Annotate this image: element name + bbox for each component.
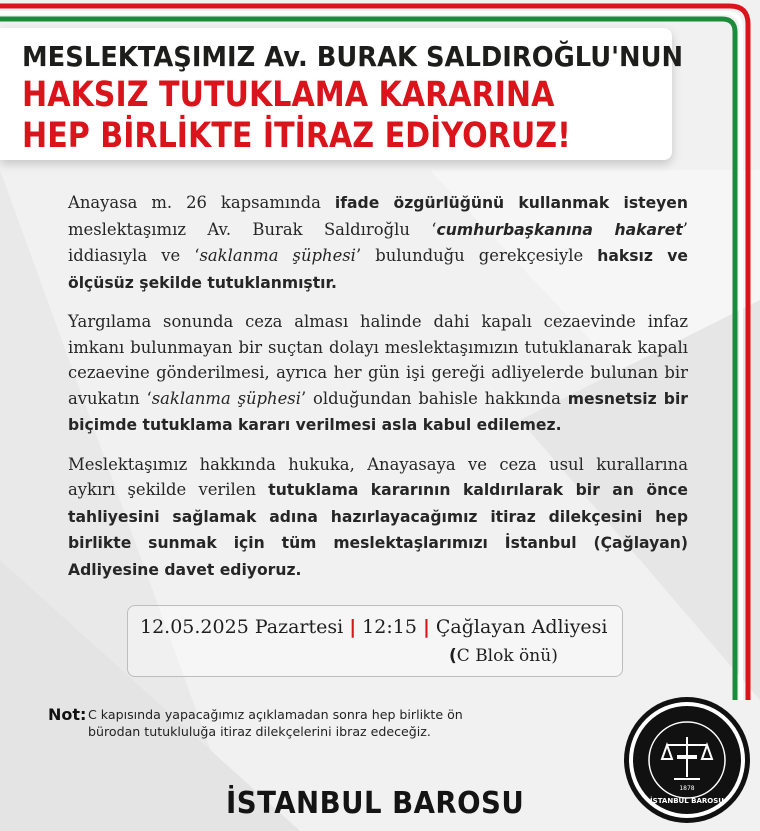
headline-banner <box>0 28 684 160</box>
note-text: C kapısında yapacağımız açıklamadan sonra hep birlikte ön bürodan tutukluluğa itiraz dilekçelerini ibraz edeceğiz. <box>88 707 463 739</box>
headline-line-3: HEP BİRLİKTE İTİRAZ EDİYORUZ! <box>22 116 571 156</box>
text-segment: Anayasa m. 26 kapsamında <box>68 193 335 212</box>
text-segment: meslektaşımız Av. Burak Saldıroğlu ‘ <box>68 219 437 239</box>
text-segment: ’ olduğundan bahisle hakkında <box>300 388 568 408</box>
text-segment: tutuklama kararının kaldırılarak bir an önce tahliyesini sağlamak adına hazırlayacağımız itiraz dilekçesini hep birlikte sunmak için tüm meslektaşlarımızı İstanbul (Çağlayan) Adliyesine davet ediyoruz. <box>68 481 688 579</box>
note-label: Not: <box>48 705 87 724</box>
paragraph-1 <box>68 190 688 296</box>
text-segment: cumhurbaşkanına hakaret <box>436 220 683 239</box>
text-segment: ’ bulunduğu gerekçesiyle <box>355 246 598 265</box>
separator: | <box>422 616 430 638</box>
paragraph-3 <box>68 452 688 584</box>
event-info-box <box>127 605 623 677</box>
text-segment: Meslektaşımız hakkında hukuka, Anayasaya ve ceza usul kurallarına aykırı şekilde verilen <box>68 454 688 499</box>
organization-name: İSTANBUL BAROSU <box>226 786 525 821</box>
text-segment: saklanma şüphesi <box>199 246 356 265</box>
text-segment: saklanma şüphesi <box>151 388 301 408</box>
event-location-detail: (C Blok önü) <box>449 646 558 666</box>
statement-body <box>68 190 688 596</box>
separator: | <box>349 616 357 638</box>
logo-year: 1878 <box>679 785 695 792</box>
event-details-line <box>140 616 608 638</box>
text-segment: Yargılama sonunda ceza alması halinde dahi kapalı cezaevinde infaz imkanı bulunmayan bir suçtan dolayı meslektaşımızın tutuklanarak kapalı cezaevine gönderilmesi, ayrıca her gün işi gereği adliyelerde bulunan bir avukatın ‘ <box>68 312 688 408</box>
paragraph-2 <box>68 309 688 439</box>
bar-association-logo <box>622 695 752 825</box>
text-segment: haksız ve ölçüsüz şekilde tutuklanmıştır. <box>68 247 688 292</box>
text-segment: ifade özgürlüğünü kullanmak isteyen <box>334 194 688 212</box>
headline-line-2: HAKSIZ TUTUKLAMA KARARINA <box>22 75 555 115</box>
headline-line-1: MESLEKTAŞIMIZ Av. BURAK SALDIROĞLU'NUN <box>22 40 684 73</box>
text-segment: mesnetsiz bir biçimde tutuklama kararı verilmesi asla kabul edilemez. <box>68 389 688 434</box>
logo-name: İSTANBUL BAROSU <box>650 797 724 805</box>
event-place: Çağlayan Adliyesi <box>435 616 608 638</box>
event-date: 12.05.2025 Pazartesi <box>140 616 344 638</box>
text-segment: ’ iddiasıyla ve ‘ <box>68 219 688 265</box>
event-time: 12:15 <box>362 616 417 638</box>
